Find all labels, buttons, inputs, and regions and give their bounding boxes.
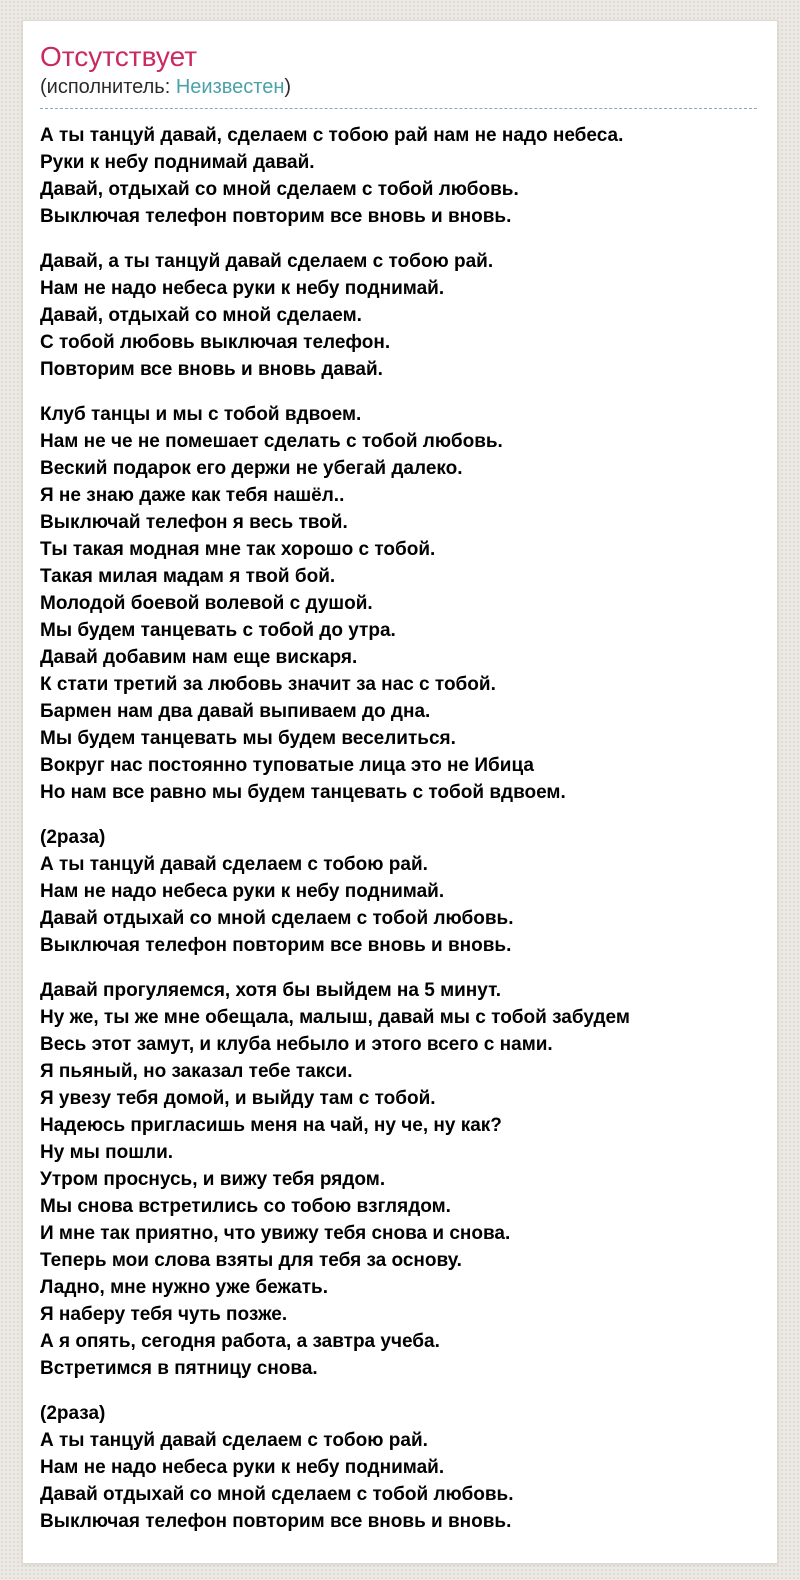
- lyrics-line: Давай отдыхай со мной сделаем с тобой любовь.: [40, 1484, 514, 1506]
- lyrics-line: Ладно, мне нужно уже бежать.: [40, 1277, 329, 1299]
- lyrics-stanza: [40, 122, 757, 230]
- lyrics-line: Давай добавим нам еще вискаря.: [40, 647, 358, 669]
- performer-label-open: (исполнитель:: [40, 76, 176, 99]
- lyrics-line: Я увезу тебя домой, и выйду там с тобой.: [40, 1088, 436, 1110]
- page-background: [0, 20, 800, 1580]
- lyrics-stanza: [40, 1400, 757, 1535]
- lyrics-card: [22, 20, 778, 1564]
- lyrics-line: К стати третий за любовь значит за нас с тобой.: [40, 674, 496, 696]
- lyrics-line: Выключая телефон повторим все вновь и вновь.: [40, 1511, 512, 1533]
- lyrics-line: А ты танцуй давай, сделаем с тобою рай нам не надо небеса.: [40, 125, 624, 147]
- lyrics-line: Вокруг нас постоянно туповатые лица это не Ибица: [40, 755, 534, 777]
- lyrics-line: Выключай телефон я весь твой.: [40, 512, 348, 534]
- lyrics-stanza: [40, 824, 757, 959]
- lyrics-line: Нам не надо небеса руки к небу поднимай.: [40, 278, 445, 300]
- lyrics-line: Давай, а ты танцуй давай сделаем с тобою рай.: [40, 251, 494, 273]
- lyrics-line: Утром проснусь, и вижу тебя рядом.: [40, 1169, 386, 1191]
- lyrics-line: Бармен нам два давай выпиваем до дна.: [40, 701, 431, 723]
- lyrics-line: Я наберу тебя чуть позже.: [40, 1304, 288, 1326]
- lyrics-line: Надеюсь пригласишь меня на чай, ну че, ну как?: [40, 1115, 502, 1137]
- lyrics-line: С тобой любовь выключая телефон.: [40, 332, 391, 354]
- lyrics-line: Я пьяный, но заказал тебе такси.: [40, 1061, 353, 1083]
- lyrics-stanza: [40, 248, 757, 383]
- song-title: Отсутствует: [40, 41, 198, 72]
- lyrics-line: Клуб танцы и мы с тобой вдвоем.: [40, 404, 362, 426]
- lyrics-line: Я не знаю даже как тебя нашёл..: [40, 485, 345, 507]
- lyrics-line: (2раза): [40, 1403, 106, 1425]
- lyrics-stanza: [40, 977, 757, 1382]
- lyrics-line: А ты танцуй давай сделаем с тобою рай.: [40, 1430, 428, 1452]
- lyrics-line: А ты танцуй давай сделаем с тобою рай.: [40, 854, 428, 876]
- lyrics-line: Повторим все вновь и вновь давай.: [40, 359, 383, 381]
- lyrics-text: [40, 122, 757, 1535]
- lyrics-line: Мы будем танцевать с тобой до утра.: [40, 620, 396, 642]
- lyrics-line: Молодой боевой волевой с душой.: [40, 593, 373, 615]
- lyrics-line: Веский подарок его держи не убегай далеко.: [40, 458, 463, 480]
- lyrics-line: А я опять, сегодня работа, а завтра учеба.: [40, 1331, 440, 1353]
- performer-label-close: ): [284, 76, 292, 99]
- lyrics-stanza: [40, 401, 757, 806]
- lyrics-line: Теперь мои слова взяты для тебя за основу.: [40, 1250, 462, 1272]
- lyrics-line: Ну же, ты же мне обещала, малыш, давай мы с тобой забудем: [40, 1007, 630, 1029]
- lyrics-line: Мы снова встретились со тобою взглядом.: [40, 1196, 451, 1218]
- lyrics-line: Руки к небу поднимай давай.: [40, 152, 315, 174]
- lyrics-line: И мне так приятно, что увижу тебя снова и снова.: [40, 1223, 511, 1245]
- lyrics-line: Давай отдыхай со мной сделаем с тобой любовь.: [40, 908, 514, 930]
- lyrics-line: Давай, отдыхай со мной сделаем с тобой любовь.: [40, 179, 519, 201]
- lyrics-line: Выключая телефон повторим все вновь и вновь.: [40, 206, 512, 228]
- performer-line: [40, 75, 757, 109]
- lyrics-line: (2раза): [40, 827, 106, 849]
- lyrics-line: Давай, отдыхай со мной сделаем.: [40, 305, 362, 327]
- lyrics-line: Нам не надо небеса руки к небу поднимай.: [40, 881, 445, 903]
- lyrics-line: Но нам все равно мы будем танцевать с тобой вдвоем.: [40, 782, 566, 804]
- artist-link[interactable]: Неизвестен: [175, 76, 285, 99]
- lyrics-line: Ну мы пошли.: [40, 1142, 174, 1164]
- lyrics-line: Ты такая модная мне так хорошо с тобой.: [40, 539, 436, 561]
- lyrics-line: Встретимся в пятницу снова.: [40, 1358, 318, 1380]
- lyrics-line: Мы будем танцевать мы будем веселиться.: [40, 728, 456, 750]
- lyrics-line: Нам не надо небеса руки к небу поднимай.: [40, 1457, 445, 1479]
- lyrics-line: Выключая телефон повторим все вновь и вновь.: [40, 935, 512, 957]
- lyrics-line: Давай прогуляемся, хотя бы выйдем на 5 минут.: [40, 980, 501, 1002]
- lyrics-line: Нам не че не помешает сделать с тобой любовь.: [40, 431, 503, 453]
- lyrics-line: Такая милая мадам я твой бой.: [40, 566, 336, 588]
- lyrics-line: Весь этот замут, и клуба небыло и этого всего с нами.: [40, 1034, 553, 1056]
